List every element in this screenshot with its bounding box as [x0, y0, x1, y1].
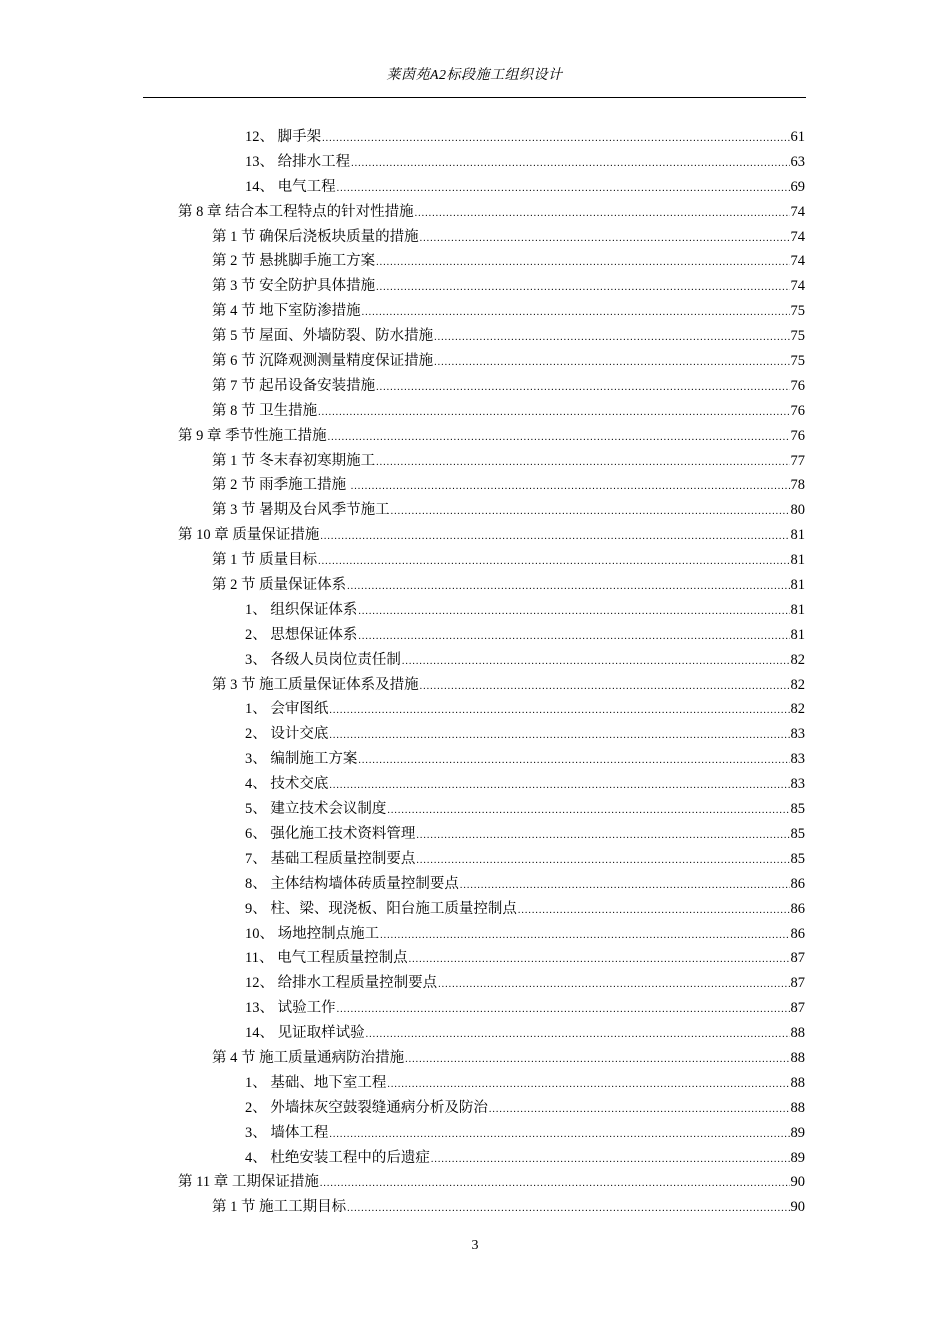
toc-entry[interactable]: [0, 598, 950, 623]
toc-entry-title: 第 1 节 施工工期目标: [212, 1199, 347, 1216]
toc-dot-leader: [358, 749, 789, 774]
toc-entry[interactable]: [0, 1021, 950, 1046]
toc-entry-title: 5、 建立技术会议制度: [245, 801, 387, 818]
toc-dot-leader: [366, 1023, 790, 1048]
toc-entry[interactable]: [0, 573, 950, 598]
toc-dot-leader: [416, 849, 789, 874]
toc-entry[interactable]: [0, 498, 950, 523]
page-header-title: 莱茵苑A2标段施工组织设计: [386, 68, 563, 83]
toc-entry-page: 82: [790, 676, 805, 693]
toc-dot-leader: [460, 874, 790, 899]
toc-entry-title: 第 5 节 屋面、外墙防裂、防水措施: [212, 328, 434, 345]
toc-entry[interactable]: [0, 648, 950, 673]
toc-entry-title: 2、 思想保证体系: [245, 626, 358, 643]
toc-entry[interactable]: [0, 1195, 950, 1220]
toc-entry-page: 74: [790, 228, 805, 245]
toc-entry[interactable]: [0, 1046, 950, 1071]
header-divider: [143, 97, 806, 98]
toc-entry-title: 第 2 节 悬挑脚手施工方案: [212, 253, 376, 270]
toc-entry-page: 74: [790, 278, 805, 295]
toc-entry[interactable]: [0, 548, 950, 573]
toc-entry-page: 89: [790, 1124, 805, 1141]
toc-entry-title: 第 1 节 质量目标: [212, 552, 318, 569]
toc-entry-page: 80: [790, 502, 805, 519]
toc-entry-title: 1、 组织保证体系: [245, 601, 358, 618]
toc-entry-title: 1、 会审图纸: [245, 701, 329, 718]
toc-entry[interactable]: [0, 200, 950, 225]
toc-dot-leader: [376, 376, 789, 401]
toc-dot-leader: [489, 1098, 790, 1123]
toc-dot-leader: [420, 675, 790, 700]
toc-entry-page: 78: [790, 477, 805, 494]
toc-entry-title: 第 1 节 冬末春初寒期施工: [212, 452, 376, 469]
toc-dot-leader: [347, 575, 789, 600]
toc-entry[interactable]: [0, 673, 950, 698]
toc-entry-title: 12、 给排水工程质量控制要点: [245, 975, 438, 992]
toc-entry-page: 75: [790, 328, 805, 345]
toc-entry-page: 81: [790, 577, 805, 594]
toc-entry-page: 75: [790, 353, 805, 370]
toc-dot-leader: [358, 625, 789, 650]
toc-entry[interactable]: [0, 946, 950, 971]
toc-dot-leader: [376, 276, 789, 301]
toc-entry-page: 75: [790, 303, 805, 320]
toc-entry-title: 第 1 节 确保后浇板块质量的措施: [212, 228, 419, 245]
toc-entry-title: 第 2 节 质量保证体系: [212, 577, 347, 594]
toc-entry-page: 76: [790, 377, 805, 394]
toc-dot-leader: [328, 426, 790, 451]
toc-dot-leader: [434, 351, 789, 376]
toc-entry-page: 88: [790, 1025, 805, 1042]
toc-entry[interactable]: [0, 722, 950, 747]
toc-entry-page: 90: [790, 1174, 805, 1191]
toc-entry-title: 第 7 节 起吊设备安装措施: [212, 377, 376, 394]
toc-entry[interactable]: [0, 1071, 950, 1096]
toc-entry[interactable]: [0, 299, 950, 324]
toc-entry-page: 81: [790, 527, 805, 544]
toc-entry[interactable]: [0, 1146, 950, 1171]
toc-entry[interactable]: [0, 772, 950, 797]
toc-entry[interactable]: [0, 897, 950, 922]
toc-entry-page: 90: [790, 1199, 805, 1216]
toc-dot-leader: [416, 824, 789, 849]
toc-entry-title: 10、 场地控制点施工: [245, 925, 380, 942]
toc-entry[interactable]: [0, 399, 950, 424]
toc-entry-title: 第 9 章 季节性施工措施: [178, 427, 327, 444]
toc-entry-page: 88: [790, 1074, 805, 1091]
toc-entry[interactable]: [0, 1121, 950, 1146]
toc-entry-title: 9、 柱、梁、现浇板、阳台施工质量控制点: [245, 900, 517, 917]
toc-entry-page: 89: [790, 1149, 805, 1166]
toc-entry[interactable]: [0, 150, 950, 175]
toc-entry-title: 第 4 节 施工质量通病防治措施: [212, 1049, 405, 1066]
toc-dot-leader: [420, 227, 790, 252]
toc-dot-leader: [329, 1123, 789, 1148]
toc-entry[interactable]: [0, 249, 950, 274]
toc-entry-title: 4、 杜绝安装工程中的后遗症: [245, 1149, 430, 1166]
toc-entry[interactable]: [0, 971, 950, 996]
toc-dot-leader: [337, 177, 790, 202]
toc-entry-page: 86: [790, 875, 805, 892]
toc-entry-page: 86: [790, 925, 805, 942]
toc-entry-page: 77: [790, 452, 805, 469]
toc-entry[interactable]: [0, 274, 950, 299]
toc-entry-page: 87: [790, 950, 805, 967]
toc-entry-page: 85: [790, 850, 805, 867]
toc-entry[interactable]: [0, 424, 950, 449]
toc-dot-leader: [405, 1048, 789, 1073]
toc-entry-page: 87: [790, 1000, 805, 1017]
toc-entry-title: 第 2 节 雨季施工措施: [212, 477, 350, 494]
toc-entry-title: 3、 墙体工程: [245, 1124, 329, 1141]
toc-dot-leader: [347, 1197, 789, 1222]
toc-entry[interactable]: [0, 1096, 950, 1121]
toc-entry-page: 82: [790, 651, 805, 668]
toc-dot-leader: [362, 301, 790, 326]
toc-entry-title: 第 4 节 地下室防渗措施: [212, 303, 361, 320]
toc-dot-leader: [376, 451, 789, 476]
toc-entry-title: 12、 脚手架: [245, 129, 322, 145]
toc-entry[interactable]: [0, 797, 950, 822]
toc-entry[interactable]: [0, 822, 950, 847]
toc-entry-title: 第 3 节 暑期及台风季节施工: [212, 502, 390, 519]
toc-entry-page: 83: [790, 751, 805, 768]
toc-dot-leader: [318, 401, 789, 426]
toc-entry-title: 4、 技术交底: [245, 776, 329, 793]
toc-entry[interactable]: [0, 175, 950, 200]
toc-entry-page: 88: [790, 1099, 805, 1116]
toc-entry-page: 76: [790, 402, 805, 419]
toc-entry-title: 11、 电气工程质量控制点: [245, 950, 408, 967]
toc-dot-leader: [351, 152, 789, 177]
toc-dot-leader: [387, 1073, 789, 1098]
toc-dot-leader: [376, 251, 789, 276]
toc-entry-page: 81: [790, 552, 805, 569]
toc-entry[interactable]: [0, 623, 950, 648]
toc-entry-title: 3、 编制施工方案: [245, 751, 358, 768]
toc-entry-page: 69: [790, 178, 805, 195]
toc-dot-leader: [431, 1148, 790, 1173]
toc-dot-leader: [380, 924, 789, 949]
toc-entry-page: 83: [790, 726, 805, 743]
toc-entry-page: 88: [790, 1049, 805, 1066]
toc-entry-title: 第 11 章 工期保证措施: [178, 1174, 319, 1191]
toc-entry[interactable]: [0, 697, 950, 722]
page-number: 3: [471, 1238, 479, 1253]
toc-entry[interactable]: [0, 125, 950, 150]
toc-entry-title: 2、 外墙抹灰空鼓裂缝通病分析及防治: [245, 1099, 488, 1116]
toc-dot-leader: [329, 724, 789, 749]
toc-dot-leader: [351, 475, 790, 500]
toc-entry-title: 6、 强化施工技术资料管理: [245, 825, 416, 842]
toc-dot-leader: [434, 326, 789, 351]
toc-entry[interactable]: [0, 872, 950, 897]
toc-entry-title: 14、 见证取样试验: [245, 1025, 365, 1042]
toc-dot-leader: [391, 500, 790, 525]
toc-entry-title: 第 6 节 沉降观测测量精度保证措施: [212, 353, 434, 370]
toc-entry-title: 14、 电气工程: [245, 178, 336, 195]
toc-entry-title: 第 3 节 安全防护具体措施: [212, 278, 376, 295]
toc-entry-page: 82: [790, 701, 805, 718]
toc-entry-page: 86: [790, 900, 805, 917]
toc-dot-leader: [518, 899, 790, 924]
toc-entry[interactable]: [0, 996, 950, 1021]
toc-entry[interactable]: [0, 847, 950, 872]
toc-entry[interactable]: [0, 922, 950, 947]
toc-entry-page: 81: [790, 601, 805, 618]
toc-entry-title: 8、 主体结构墙体砖质量控制要点: [245, 875, 459, 892]
toc-entry-title: 3、 各级人员岗位责任制: [245, 651, 401, 668]
toc-entry[interactable]: [0, 747, 950, 772]
toc-entry[interactable]: [0, 1170, 950, 1195]
toc-entry-page: 61: [790, 129, 805, 145]
toc-entry-title: 1、 基础、地下室工程: [245, 1074, 387, 1091]
toc-dot-leader: [358, 600, 789, 625]
toc-entry[interactable]: [0, 324, 950, 349]
toc-entry-title: 13、 试验工作: [245, 1000, 336, 1017]
toc-dot-leader: [438, 973, 789, 998]
toc-dot-leader: [402, 650, 790, 675]
toc-entry[interactable]: [0, 225, 950, 250]
toc-entry-page: 83: [790, 776, 805, 793]
toc-entry-page: 87: [790, 975, 805, 992]
toc-dot-leader: [409, 948, 790, 973]
toc-entry-title: 7、 基础工程质量控制要点: [245, 850, 416, 867]
toc-entry[interactable]: [0, 374, 950, 399]
toc-entry-page: 74: [790, 203, 805, 220]
toc-dot-leader: [387, 799, 789, 824]
toc-dot-leader: [337, 998, 790, 1023]
toc-dot-leader: [322, 127, 789, 152]
toc-entry[interactable]: [0, 473, 950, 498]
toc-dot-leader: [329, 699, 789, 724]
toc-entry-page: 85: [790, 801, 805, 818]
toc-entry-title: 第 3 节 施工质量保证体系及措施: [212, 676, 419, 693]
toc-entry-page: 81: [790, 626, 805, 643]
toc-entry-page: 74: [790, 253, 805, 270]
toc-entry[interactable]: [0, 449, 950, 474]
toc-entry-title: 13、 给排水工程: [245, 153, 351, 170]
toc-entry-title: 2、 设计交底: [245, 726, 329, 743]
toc-entry-title: 第 8 节 卫生措施: [212, 402, 318, 419]
toc-entry-title: 第 10 章 质量保证措施: [178, 527, 320, 544]
toc-entry-page: 85: [790, 825, 805, 842]
toc-entry-page: 63: [790, 153, 805, 170]
toc-entry[interactable]: [0, 349, 950, 374]
toc-dot-leader: [320, 525, 789, 550]
toc-dot-leader: [320, 1172, 790, 1197]
toc-entry[interactable]: [0, 523, 950, 548]
toc-entry-page: 76: [790, 427, 805, 444]
toc-dot-leader: [415, 202, 790, 227]
table-of-contents: [0, 125, 950, 1220]
toc-entry-title: 第 8 章 结合本工程特点的针对性措施: [178, 203, 414, 220]
toc-dot-leader: [318, 550, 789, 575]
toc-dot-leader: [329, 774, 789, 799]
